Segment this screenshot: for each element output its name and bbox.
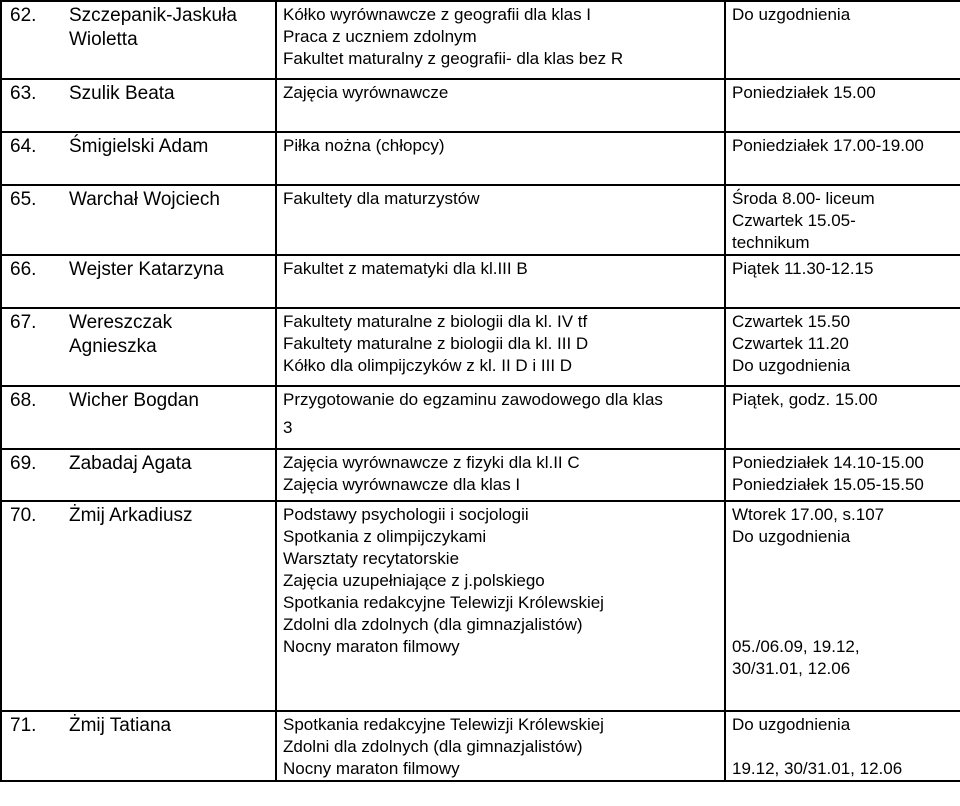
teacher-name bbox=[63, 711, 276, 781]
schedule-line: 05./06.09, 19.12, bbox=[732, 637, 860, 656]
teacher-name-line: Zabadaj Agata bbox=[69, 453, 192, 474]
schedule-line: 19.12, 30/31.01, 12.06 bbox=[732, 759, 903, 778]
activities-cell bbox=[276, 308, 725, 386]
teacher-name-line: Żmij Arkadiusz bbox=[69, 505, 193, 526]
activities-cell bbox=[276, 255, 725, 308]
row-number: 62. bbox=[1, 1, 63, 79]
table-row bbox=[1, 449, 960, 501]
row-number: 64. bbox=[1, 132, 63, 185]
schedule-line: Czwartek 15.05- bbox=[732, 211, 856, 230]
table-row bbox=[1, 308, 960, 386]
schedule-line: Do uzgodnienia bbox=[732, 5, 851, 24]
teacher-name bbox=[63, 79, 276, 132]
teacher-name bbox=[63, 132, 276, 185]
table-row bbox=[1, 255, 960, 308]
row-number: 70. bbox=[1, 501, 63, 711]
schedule-line: Poniedziałek 17.00-19.00 bbox=[732, 136, 924, 155]
table-row bbox=[1, 185, 960, 255]
activity-line: Kółko wyrównawcze z geografii dla klas I bbox=[283, 5, 592, 24]
activity-line: Warsztaty recytatorskie bbox=[283, 549, 460, 568]
activity-line: Zajęcia wyrównawcze dla klas I bbox=[283, 475, 521, 494]
row-number: 63. bbox=[1, 79, 63, 132]
activity-line: Nocny maraton filmowy bbox=[283, 759, 460, 778]
activity-line: Podstawy psychologii i socjologii bbox=[283, 505, 529, 524]
schedule-line: Poniedziałek 15.00 bbox=[732, 83, 876, 102]
schedule-cell bbox=[725, 132, 960, 185]
schedule-line: Wtorek 17.00, s.107 bbox=[732, 505, 885, 524]
schedule-line: Poniedziałek 15.05-15.50 bbox=[732, 475, 924, 494]
teacher-name bbox=[63, 185, 276, 255]
activities-cell bbox=[276, 711, 725, 781]
activity-line: Przygotowanie do egzaminu zawodowego dla klas bbox=[283, 390, 663, 409]
teacher-name bbox=[63, 1, 276, 79]
teacher-name bbox=[63, 501, 276, 711]
schedule-line: Do uzgodnienia bbox=[732, 527, 851, 546]
table-row bbox=[1, 132, 960, 185]
schedule-cell bbox=[725, 449, 960, 501]
schedule-line bbox=[732, 614, 954, 636]
activity-line: Fakultet z matematyki dla kl.III B bbox=[283, 259, 528, 278]
activity-line: Spotkania redakcyjne Telewizji Królewskiej bbox=[283, 715, 604, 734]
teacher-name-line: Śmigielski Adam bbox=[69, 136, 209, 157]
table-row bbox=[1, 501, 960, 711]
teacher-name-line: Żmij Tatiana bbox=[69, 715, 172, 736]
activities-cell bbox=[276, 79, 725, 132]
teacher-name-line: Warchał Wojciech bbox=[69, 189, 220, 210]
activity-line: Zdolni dla zdolnych (dla gimnazjalistów) bbox=[283, 737, 583, 756]
activity-line: Piłka nożna (chłopcy) bbox=[283, 136, 445, 155]
schedule-line: Czwartek 15.50 bbox=[732, 312, 851, 331]
schedule-cell bbox=[725, 185, 960, 255]
activities-cell bbox=[276, 501, 725, 711]
schedule-line: Do uzgodnienia bbox=[732, 715, 851, 734]
activity-line: Zdolni dla zdolnych (dla gimnazjalistów) bbox=[283, 615, 583, 634]
table-row bbox=[1, 1, 960, 79]
activities-cell bbox=[276, 185, 725, 255]
activity-line: Praca z uczniem zdolnym bbox=[283, 27, 477, 46]
schedule-cell bbox=[725, 1, 960, 79]
schedule-line: Środa 8.00- liceum bbox=[732, 189, 875, 208]
activity-line: Nocny maraton filmowy bbox=[283, 637, 460, 656]
schedule-line bbox=[732, 736, 954, 758]
schedule-cell bbox=[725, 79, 960, 132]
teacher-name-line: Wicher Bogdan bbox=[69, 390, 199, 411]
teacher-name bbox=[63, 449, 276, 501]
activity-line: Fakultety maturalne z biologii dla kl. III D bbox=[283, 334, 589, 353]
activity-line: Zajęcia wyrównawcze bbox=[283, 83, 449, 102]
schedule-line: Do uzgodnienia bbox=[732, 356, 851, 375]
teacher-name bbox=[63, 255, 276, 308]
schedule-line bbox=[732, 592, 954, 614]
row-number: 66. bbox=[1, 255, 63, 308]
table-row bbox=[1, 79, 960, 132]
schedule-line bbox=[732, 570, 954, 592]
activity-line: Zajęcia uzupełniające z j.polskiego bbox=[283, 571, 545, 590]
activities-cell bbox=[276, 132, 725, 185]
teacher-name bbox=[63, 308, 276, 386]
activity-line: 3 bbox=[283, 418, 293, 437]
table-row bbox=[1, 711, 960, 781]
activity-line: Fakultety dla maturzystów bbox=[283, 189, 480, 208]
schedule-line bbox=[732, 548, 954, 570]
schedule-line: Piątek, godz. 15.00 bbox=[732, 390, 878, 409]
activities-cell bbox=[276, 1, 725, 79]
schedule-line: Poniedziałek 14.10-15.00 bbox=[732, 453, 924, 472]
row-number: 69. bbox=[1, 449, 63, 501]
teacher-name-line: Szczepanik-Jaskuła bbox=[69, 5, 237, 26]
teacher-name-line: Wioletta bbox=[69, 29, 138, 50]
row-number: 68. bbox=[1, 386, 63, 449]
activities-cell bbox=[276, 449, 725, 501]
schedule-cell bbox=[725, 308, 960, 386]
teacher-name-line: Wereszczak bbox=[69, 312, 173, 333]
schedule-cell bbox=[725, 386, 960, 449]
teacher-name-line: Agnieszka bbox=[69, 336, 157, 357]
schedule-cell bbox=[725, 711, 960, 781]
activity-line: Zajęcia wyrównawcze z fizyki dla kl.II C bbox=[283, 453, 580, 472]
schedule-cell bbox=[725, 255, 960, 308]
activity-line: Kółko dla olimpijczyków z kl. II D i III D bbox=[283, 356, 573, 375]
schedule-line: technikum bbox=[732, 233, 810, 252]
table-row bbox=[1, 386, 960, 449]
teacher-name bbox=[63, 386, 276, 449]
activity-line: Spotkania z olimpijczykami bbox=[283, 527, 487, 546]
teacher-name-line: Szulik Beata bbox=[69, 83, 175, 104]
row-number: 65. bbox=[1, 185, 63, 255]
activity-line: Fakultet maturalny z geografii- dla klas bez R bbox=[283, 49, 624, 68]
schedule-line: Czwartek 11.20 bbox=[732, 334, 849, 353]
row-number: 67. bbox=[1, 308, 63, 386]
schedule-line: Piątek 11.30-12.15 bbox=[732, 259, 874, 278]
schedule-line: 30/31.01, 12.06 bbox=[732, 659, 851, 678]
schedule-cell bbox=[725, 501, 960, 711]
row-number: 71. bbox=[1, 711, 63, 781]
activity-line: Fakultety maturalne z biologii dla kl. IV tf bbox=[283, 312, 588, 331]
activity-line: Spotkania redakcyjne Telewizji Królewskiej bbox=[283, 593, 604, 612]
activities-cell bbox=[276, 386, 725, 449]
teacher-name-line: Wejster Katarzyna bbox=[69, 259, 224, 280]
